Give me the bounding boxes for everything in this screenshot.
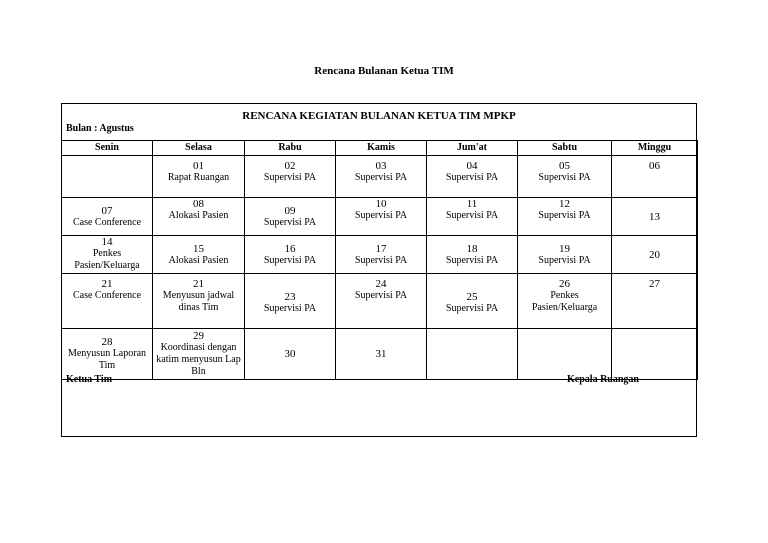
cell-date: 26 xyxy=(559,278,570,290)
cell-date: 27 xyxy=(649,278,660,290)
day-cell xyxy=(427,274,518,329)
cell-date: 23 xyxy=(284,291,296,303)
day-cell xyxy=(245,274,336,329)
day-cell xyxy=(153,236,245,274)
cell-date: 12 xyxy=(559,198,570,210)
day-cell xyxy=(62,198,153,236)
cell-activity: Supervisi PA xyxy=(263,172,317,183)
cell-date: 18 xyxy=(466,242,478,255)
cell-activity: Alokasi Pasien xyxy=(168,254,229,266)
day-header: Selasa xyxy=(153,141,245,156)
day-cell xyxy=(153,156,245,198)
cell-date: 07 xyxy=(101,204,113,217)
day-cell xyxy=(336,156,427,198)
cell-date: 08 xyxy=(193,198,204,210)
day-cell xyxy=(153,198,245,236)
cell-date: 29 xyxy=(193,330,204,342)
day-cell xyxy=(245,329,336,380)
cell-activity: Penkes Pasien/Keluarga xyxy=(531,290,598,313)
day-header: Rabu xyxy=(245,141,336,156)
day-cell xyxy=(427,198,518,236)
cell-date: 11 xyxy=(466,198,478,210)
cell-activity: Supervisi PA xyxy=(445,303,499,314)
day-cell xyxy=(612,198,698,236)
day-header: Jum'at xyxy=(427,141,518,156)
document-title: Rencana Bulanan Ketua TIM xyxy=(314,65,454,77)
day-cell xyxy=(427,236,518,274)
plan-frame xyxy=(61,103,697,437)
cell-activity: Menyusun jadwal dinas Tim xyxy=(162,290,235,313)
day-cell xyxy=(518,156,612,198)
cell-activity: Supervisi PA xyxy=(354,254,408,266)
cell-activity: Supervisi PA xyxy=(538,210,591,221)
day-cell xyxy=(336,198,427,236)
signature-ketua-tim: Ketua Tim xyxy=(66,374,113,385)
calendar-table xyxy=(61,140,698,380)
day-header: Minggu xyxy=(612,141,698,156)
cell-date: 16 xyxy=(284,242,296,255)
week-row xyxy=(62,274,698,329)
cell-date: 30 xyxy=(284,348,296,360)
day-cell xyxy=(336,236,427,274)
month-label: Bulan : Agustus xyxy=(66,123,134,134)
cell-activity: Supervisi PA xyxy=(354,290,408,301)
day-cell xyxy=(62,329,153,380)
cell-date: 01 xyxy=(193,160,204,172)
day-cell xyxy=(245,198,336,236)
cell-date: 20 xyxy=(649,248,660,261)
cell-activity: Menyusun Laporan Tim xyxy=(67,348,147,371)
cell-date: 13 xyxy=(649,210,660,223)
cell-activity: Supervisi PA xyxy=(263,254,317,266)
week-row xyxy=(62,198,698,236)
cell-date: 09 xyxy=(284,204,296,217)
day-cell xyxy=(336,274,427,329)
cell-date: 17 xyxy=(375,242,387,255)
cell-date: 21 xyxy=(101,278,113,290)
cell-date: 02 xyxy=(284,160,296,172)
cell-date: 05 xyxy=(559,160,570,172)
day-cell xyxy=(612,329,698,380)
day-cell xyxy=(62,236,153,274)
day-cell xyxy=(518,198,612,236)
cell-date: 21 xyxy=(193,278,204,290)
day-cell xyxy=(245,156,336,198)
day-cell xyxy=(518,274,612,329)
plan-heading: RENCANA KEGIATAN BULANAN KETUA TIM MPKP xyxy=(242,110,516,122)
cell-date: 14 xyxy=(101,236,113,248)
cell-date: 19 xyxy=(559,242,570,255)
day-header: Sabtu xyxy=(518,141,612,156)
day-cell xyxy=(427,329,518,380)
day-cell xyxy=(245,236,336,274)
cell-activity: Koordinasi dengan katim menyusun Lap Bln xyxy=(156,342,241,377)
week-row xyxy=(62,329,698,380)
cell-activity: Penkes Pasien/Keluarga xyxy=(74,248,140,271)
cell-activity: Case Conference xyxy=(72,216,142,228)
cell-date: 03 xyxy=(375,160,387,172)
signature-kepala-ruangan: Kepala Ruangan xyxy=(567,374,639,385)
day-cell xyxy=(612,156,698,198)
cell-activity: Supervisi PA xyxy=(538,254,591,266)
day-cell xyxy=(62,274,153,329)
cell-activity: Supervisi PA xyxy=(445,210,499,221)
cell-activity: Supervisi PA xyxy=(354,210,408,221)
day-cell xyxy=(153,274,245,329)
cell-activity: Supervisi PA xyxy=(538,172,591,183)
cell-activity: Supervisi PA xyxy=(445,172,499,183)
day-header-row xyxy=(62,141,698,156)
week-row xyxy=(62,236,698,274)
day-cell xyxy=(518,236,612,274)
cell-activity: Supervisi PA xyxy=(263,303,317,314)
day-cell xyxy=(427,156,518,198)
cell-activity: Supervisi PA xyxy=(445,254,499,266)
day-header: Senin xyxy=(62,141,153,156)
cell-date: 31 xyxy=(375,348,387,360)
cell-date: 28 xyxy=(101,336,113,348)
cell-activity: Case Conference xyxy=(72,290,142,301)
week-row xyxy=(62,156,698,198)
day-cell xyxy=(612,236,698,274)
cell-date: 15 xyxy=(193,242,204,255)
day-cell xyxy=(62,156,153,198)
day-cell xyxy=(612,274,698,329)
day-cell xyxy=(518,329,612,380)
day-cell xyxy=(336,329,427,380)
cell-date: 04 xyxy=(466,160,478,172)
day-cell xyxy=(153,329,245,380)
cell-activity: Supervisi PA xyxy=(354,172,408,183)
cell-activity: Supervisi PA xyxy=(263,216,317,228)
cell-date: 06 xyxy=(649,160,660,172)
cell-date: 24 xyxy=(375,278,387,290)
cell-activity: Rapat Ruangan xyxy=(167,172,230,183)
cell-date: 25 xyxy=(466,291,478,303)
day-header: Kamis xyxy=(336,141,427,156)
cell-activity: Alokasi Pasien xyxy=(168,210,229,221)
cell-date: 10 xyxy=(375,198,387,210)
